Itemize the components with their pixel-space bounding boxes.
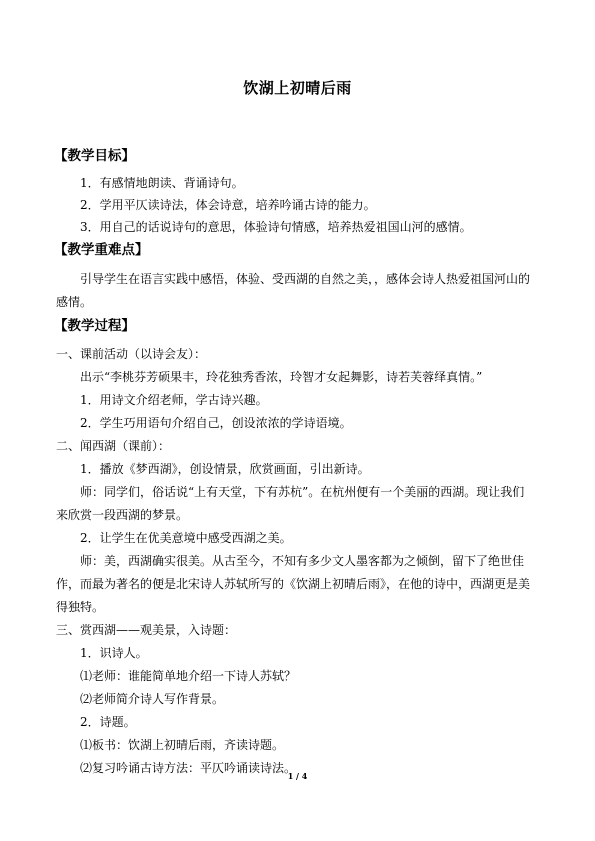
goal-item: 2．学用平仄读诗法，体会诗意，培养吟诵古诗的能力。 [80,198,376,212]
process-line: ⑴板书：饮湖上初晴后雨，齐读诗题。 [80,738,285,752]
process-line: 2．让学生在优美意境中感受西湖之美。 [80,531,292,545]
process-line: 来欣赏一段西湖的梦景。 [56,508,189,522]
process-line: ⑴老师：谁能简单地介绍一下诗人苏轼？ [80,669,297,683]
goal-item: 1．有感情地朗读、背诵诗句。 [80,176,244,190]
section-heading-process: 【教学过程】 [54,318,135,334]
page-number: 1 / 4 [287,771,308,781]
process-line: 1．用诗文介绍老师，学古诗兴趣。 [80,393,268,407]
document-title: 饮湖上初晴后雨 [243,79,352,97]
process-line: 作，而最为著名的便是北宋诗人苏轼所写的《饮湖上初晴后雨》，在他的诗中，西湖更是美 [56,577,531,591]
process-line: 2．诗题。 [80,715,136,729]
process-line: 二、闻西湖（课前）： [56,439,171,453]
process-line: 1．识诗人。 [80,646,148,660]
process-line: 1．播放《梦西湖》，创设情景，欣赏画面，引出新诗。 [80,462,370,476]
process-line: ⑵老师简介诗人写作背景。 [80,692,225,706]
process-line: 2．学生巧用语句介绍自己，创设浓浓的学诗语境。 [80,416,352,430]
section-heading-key-points: 【教学重难点】 [54,242,149,258]
paragraph-line: 引导学生在语言实践中感悟，体验、受西湖的自然之美，，感体会诗人热爱祖国河山的 [80,272,531,286]
process-line: 师：同学们，俗话说“上有天堂，下有苏杭”。在杭州便有一个美丽的西湖。现让我们 [80,485,525,499]
process-line: 三、赏西湖——观美景，入诗题： [56,623,237,637]
paragraph-line: 感情。 [56,295,93,309]
process-line: 出示“李桃芬芳硕果丰，玲花独秀香浓，玲智才女起舞影，诗若芙蓉绎真情。” [80,370,483,384]
goal-item: 3．用自己的话说诗句的意思，体验诗句情感，培养热爱祖国山河的感情。 [80,220,472,234]
process-line: 得独特。 [56,600,105,614]
process-line: 一、课前活动（以诗会友）： [56,347,207,361]
process-line: ⑵复习吟诵古诗方法：平仄吟诵读诗法。 [80,761,297,775]
process-line: 师：美，西湖确实很美。从古至今，不知有多少文人墨客都为之倾倒，留下了绝世佳 [80,554,525,568]
section-heading-goals: 【教学目标】 [54,148,135,164]
